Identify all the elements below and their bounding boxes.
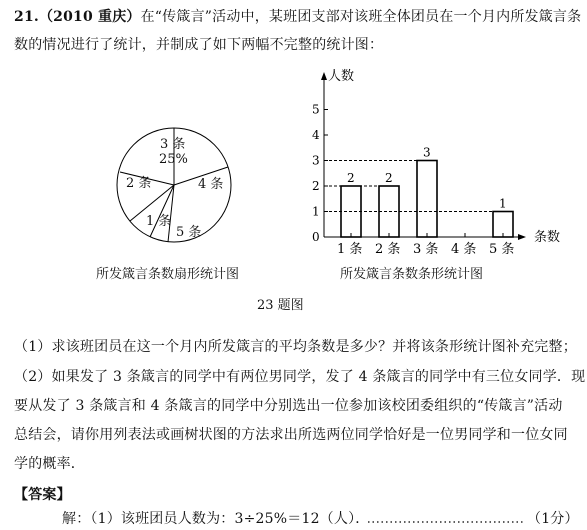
- pie-label-5: 5 条: [176, 225, 202, 240]
- pie-label-1: 1 条: [146, 214, 172, 229]
- answer-heading: 【答案】: [14, 487, 71, 503]
- y-axis-arrow: [321, 72, 327, 80]
- sub-question-2-line3: 总结会，请你用列表法或画树状图的方法求出所选两位同学恰好是一位男同学和一位女同: [14, 427, 568, 443]
- bar: [417, 161, 437, 238]
- pie-label-3-percent: 25%: [159, 152, 188, 167]
- sub-question-2-line1: （2）如果发了 3 条箴言的同学中有两位男同学，发了 4 条箴言的同学中有三位女同学．现: [14, 369, 586, 385]
- question-source: （2010 重庆）: [38, 9, 141, 25]
- y-tick-label: 5: [312, 102, 320, 117]
- question-number: 21.: [14, 9, 39, 25]
- answer-line1: 解：（1）该班团员人数为：3÷25%＝12（人）．: [62, 511, 370, 527]
- y-tick-label: 0: [312, 230, 320, 244]
- sub-question-2-line2: 要从发了 3 条箴言和 4 条箴言的同学中分别选出一位参加该校团委组织的“传箴言”活动: [14, 398, 563, 414]
- dotted-leader: [368, 519, 528, 525]
- y-tick-label: 2: [312, 179, 320, 193]
- question-stem-line1: 在“传箴言”活动中，某班团支部对该班全体团员在一个月内所发箴言条: [140, 9, 582, 25]
- sub-question-1: （1）求该班团员在这一个月内所发箴言的平均条数是多少？并将该条形统计图补充完整；: [14, 339, 577, 355]
- pie-label-3: 3 条: [160, 137, 186, 152]
- question-header: [14, 6, 581, 26]
- bar-value-label: 1: [499, 196, 507, 211]
- y-tick-label: 1: [312, 204, 320, 219]
- pie-label-4: 4 条: [198, 177, 224, 192]
- bar-value-label: 2: [385, 171, 393, 185]
- pie-label-2: 2 条: [126, 176, 152, 191]
- y-axis-title: 人数: [328, 69, 355, 84]
- x-tick-label: 5 条: [489, 242, 515, 257]
- bar-chart: [300, 60, 560, 260]
- bar-value-label: 3: [423, 145, 431, 160]
- x-tick-label: 4 条: [451, 242, 477, 257]
- pie-caption: 所发箴言条数扇形统计图: [96, 267, 240, 282]
- x-axis-title: 条数: [534, 230, 560, 245]
- bar-value-label: 2: [347, 171, 355, 185]
- sub-question-2-line4: 学的概率．: [14, 456, 85, 472]
- x-tick-label: 3 条: [413, 242, 439, 257]
- y-tick-label: 4: [312, 128, 320, 142]
- x-axis-arrow: [518, 234, 526, 240]
- x-tick-label: 2 条: [375, 242, 401, 257]
- y-tick-label: 3: [312, 153, 320, 168]
- x-tick-label: 1 条: [337, 242, 363, 257]
- question-stem-line2: 数的情况进行了统计，并制成了如下两幅不完整的统计图：: [14, 37, 384, 53]
- answer-score: （1分）: [527, 511, 579, 527]
- bar-caption: 所发箴言条数条形统计图: [340, 267, 484, 282]
- figure-label: 23 题图: [257, 298, 304, 313]
